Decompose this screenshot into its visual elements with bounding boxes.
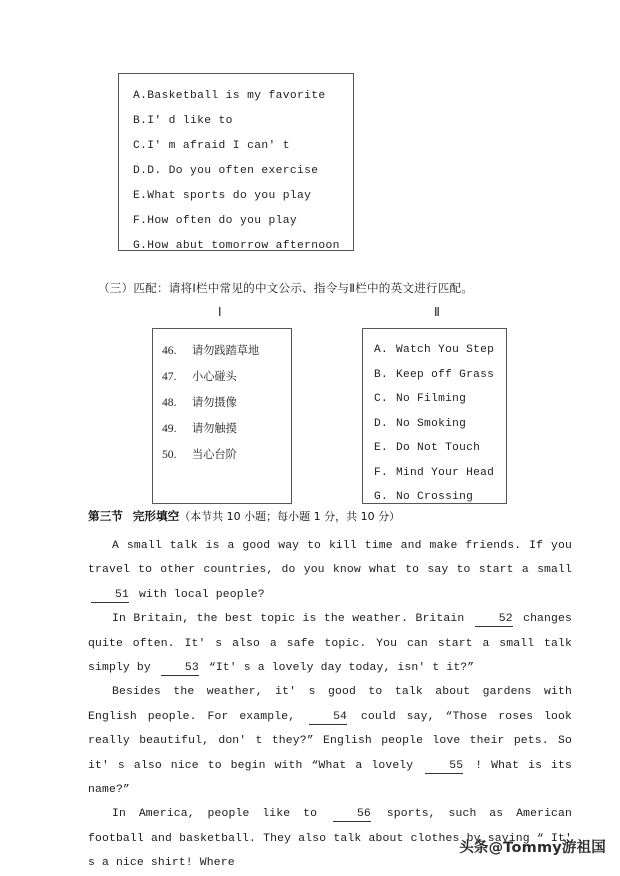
section-number: 第三节 [88, 509, 123, 523]
matching-item-number: 46. [162, 344, 177, 357]
matching-item-text: 请勿践踏草地 [192, 344, 260, 357]
matching-item [162, 338, 291, 364]
matching-option [374, 412, 506, 437]
cloze-blank-56[interactable]: 56 [333, 807, 371, 822]
column-two-label: Ⅱ [434, 305, 440, 319]
matching-option [374, 436, 506, 461]
matching-item-number: 47. [162, 370, 177, 383]
sentence-bank-box [118, 73, 354, 251]
matching-option-letter: E. [374, 442, 389, 454]
passage-text: with local people? [131, 588, 265, 601]
section-title: 完形填空 [132, 509, 180, 523]
passage-text: In Britain, the best topic is the weather. Britain [112, 613, 472, 626]
column-one-label: Ⅰ [218, 305, 222, 319]
sentence-bank-option: E.What sports do you play [133, 190, 312, 202]
matching-column-two-box [362, 328, 507, 504]
matching-option-letter: D. [374, 417, 389, 430]
matching-item [162, 390, 291, 416]
cloze-blank-55[interactable]: 55 [425, 759, 463, 774]
matching-option-text: No Smoking [396, 417, 467, 430]
matching-option-text: Watch You Step [396, 344, 495, 356]
matching-column-one-box [152, 328, 292, 504]
passage-text: could say, “Those roses look really beautiful, don' t they?” English people love their pets. So it' s also nice to begin with “What a lovely [88, 710, 572, 772]
passage-paragraph [88, 680, 572, 802]
cloze-blank-53[interactable]: 53 [161, 661, 199, 676]
passage-text: ! What is its name?” [88, 759, 572, 797]
matching-item-number: 49. [162, 422, 177, 435]
matching-option-text: Do Not Touch [396, 442, 481, 454]
matching-item [162, 442, 291, 468]
matching-item-text: 请勿触摸 [192, 422, 237, 435]
matching-item-number: 48. [162, 396, 177, 409]
matching-option-text: Mind Your Head [396, 466, 495, 479]
cloze-blank-51[interactable]: 51 [91, 588, 129, 603]
sentence-bank-option: A.Basketball is my favorite [133, 90, 326, 102]
passage-text: “It' s a lovely day today, isn' t it?” [201, 662, 475, 675]
section-meta: （本节共 10 小题；每小题 1 分，共 10 分） [179, 510, 401, 523]
matching-option-letter: B. [374, 368, 389, 381]
sentence-bank-option: G.How abut tomorrow afternoon [133, 240, 340, 252]
section-three-heading [88, 508, 400, 524]
watermark: 头条@Tommy游祖国 [459, 840, 606, 856]
cloze-blank-54[interactable]: 54 [309, 710, 347, 725]
matching-option-text: No Crossing [396, 491, 474, 503]
cloze-blank-52[interactable]: 52 [475, 612, 513, 627]
passage-text: changes quite often. It' s also a safe topic. You can start a small talk simply by [88, 613, 572, 675]
passage-text: A small talk is a good way to kill time and make friends. If you travel to other countries, do you know what to say to start a small [88, 540, 572, 577]
matching-option [374, 338, 506, 363]
passage-text: sports, such as American football and basketball. They also talk about clothes by saying “ It' s a nice shirt! Where [88, 808, 573, 870]
matching-option-letter: G. [374, 491, 389, 503]
matching-item [162, 416, 291, 442]
sentence-bank-option: C.I' m afraid I can' t [133, 140, 290, 152]
matching-option-text: Keep off Grass [396, 368, 495, 381]
passage-text: Besides the weather, it' s good to talk about gardens with English people. For example, [88, 686, 572, 723]
matching-item [162, 364, 291, 390]
cloze-passage [88, 534, 572, 876]
matching-item-text: 请勿摄像 [192, 396, 237, 409]
passage-paragraph [88, 607, 572, 680]
passage-text: In America, people like to [112, 808, 330, 821]
matching-option-letter: C. [374, 393, 389, 405]
sentence-bank-option: B.I' d like to [133, 115, 233, 127]
sentence-bank-option: D.D. Do you often exercise [133, 165, 319, 177]
matching-item-text: 小心碰头 [192, 370, 237, 383]
sentence-bank-option: F.How often do you play [133, 215, 297, 227]
matching-item-number: 50. [162, 448, 177, 461]
matching-option-text: No Filming [396, 393, 467, 405]
matching-option [374, 363, 506, 388]
matching-option [374, 387, 506, 412]
matching-item-text: 当心台阶 [192, 448, 237, 461]
matching-instruction: （三）匹配：请将Ⅰ栏中常见的中文公示、指令与Ⅱ栏中的英文进行匹配。 [98, 281, 474, 295]
passage-paragraph [88, 534, 572, 607]
matching-option-letter: A. [374, 344, 389, 356]
matching-option [374, 461, 506, 486]
matching-option-letter: F. [374, 466, 389, 479]
matching-option [374, 485, 506, 510]
